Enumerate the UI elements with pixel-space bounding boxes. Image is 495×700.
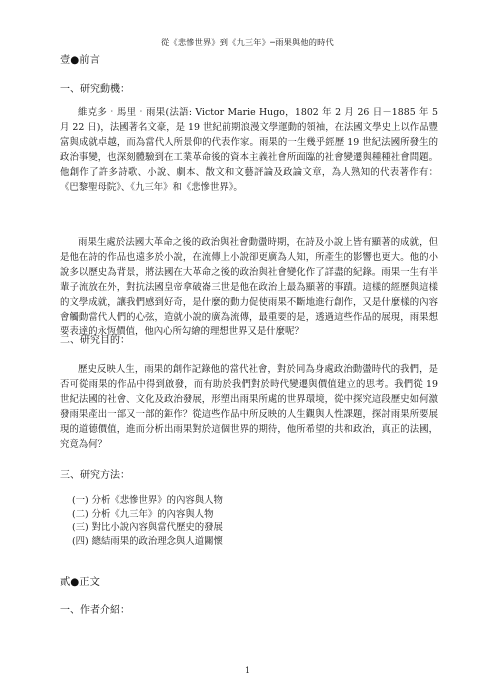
paragraph-purpose-1: 歷史反映人生，雨果的創作記錄他的當代社會，對於同為身處政治動盪時代的我們，是否可從雨果的作品中得到啟發，而有助於我們對於時代變遷與價值建立的思考。我們從 19 世紀法國的社會、文化及政治發展，形塑出雨果所處的世界環境，從中探究這段歷史如何激發雨果產出一部又一部的鉅作？從這些作品中所反映的人生觀與人性課題，探討雨果所要展現的道德價值，進而分析出雨果對於這個世界的期待，他所希望的共和政治，真正的法國，究竟為何？	[60, 364, 438, 450]
section-heading-preface: 壹●前言	[60, 54, 100, 66]
method-item: (三) 對比小說內容與當代歷史的發展	[72, 522, 223, 534]
page-number: 1	[244, 666, 251, 675]
method-item: (二) 分析《九三年》的內容與人物	[72, 508, 214, 520]
method-item: (一) 分析《悲慘世界》的內容與人物	[72, 495, 223, 506]
running-header: 從《悲慘世界》到《九三年》─雨果與他的時代	[161, 37, 334, 47]
section-heading-body: 貳●正文	[60, 576, 100, 588]
method-item: (四) 總結雨果的政治理念與人道關懷	[72, 535, 223, 547]
subsection-heading-method: 三、研究方法：	[60, 470, 130, 481]
paragraph-motive-1: 維克多‧馬里‧雨果(法語: Victor Marie Hugo，1802 年 2 月 26 日－1885 年 5 月 22 日)，法國著名文豪，是 19 世紀前期浪漫文學運動的領袖，在法國文學史上以作品豐富與成就卓越，而為當代人所景仰的代表作家。雨果的一生幾乎經歷 19 世紀法國所發生的政治事變，也深刻體驗到在工業革命後的資本主義社會所面臨的社會變遷與種種社會問題。他創作了許多詩歌、小說、劇本、散文和文藝評論及政論文章，為人熟知的代表著作有：《巴黎聖母院》、《九三年》和《悲慘世界》。	[60, 107, 438, 193]
method-list	[72, 494, 223, 548]
paragraph-motive-2: 雨果生處於法國大革命之後的政治與社會動盪時期，在詩及小說上皆有顯著的成就，但是他在詩的作品也遠多於小說，在流傳上小說卻更廣為人知，所產生的影響也更大。他的小說多以歷史為背景，將法國在大革命之後的政治與社會變化作了詳盡的紀錄。雨果一生有半輩子流放在外，對抗法國皇帝拿破崙三世是他在政治上最為顯著的事蹟。這樣的經歷與這樣的文學成就，讓我們感到好奇，是什麼的動力促使雨果不斷地進行創作，又是什麼樣的內容會觸動當代人們的心弦，造就小說的廣為流傳，最重要的是，透過這些作品的展現，雨果想要表達的永恆價值，他內心所勾繪的理想世界又是什麼呢？	[60, 237, 438, 338]
subsection-heading-author-intro: 一、作者介紹：	[60, 605, 130, 616]
subsection-heading-motive: 一、研究動機：	[60, 84, 130, 95]
subsection-heading-purpose: 二、研究目的：	[60, 335, 130, 346]
